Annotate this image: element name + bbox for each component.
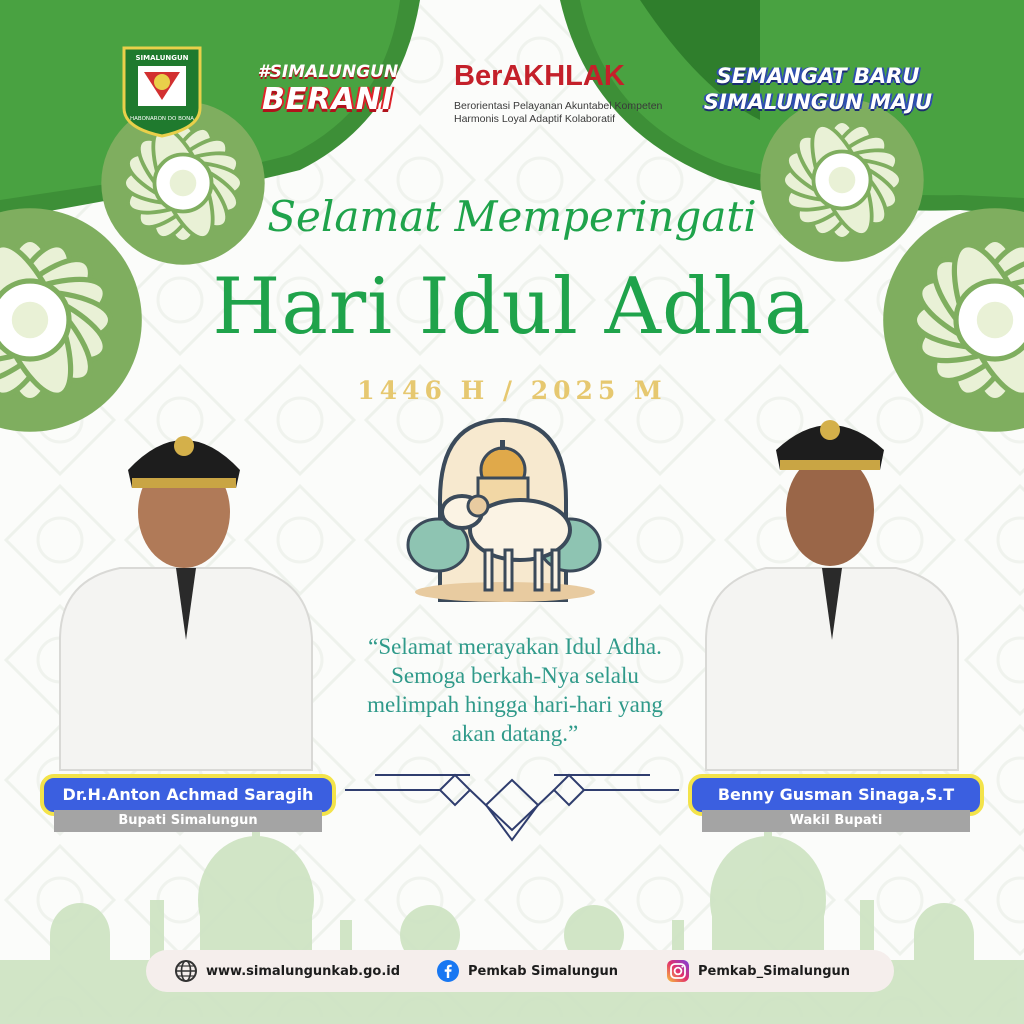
greeting-line: Selamat Memperingati [267, 192, 757, 241]
hashtag-logo [232, 60, 424, 130]
quote [330, 632, 700, 748]
regency-logo [120, 42, 204, 138]
facebook-icon [436, 959, 460, 983]
official-title-left: Bupati Simalungun [54, 810, 322, 832]
footer-website[interactable] [174, 950, 400, 992]
slogan-line-1: SEMANGAT BARU [716, 64, 920, 88]
regency-logo-top-text: SIMALUNGUN [135, 54, 189, 62]
berakhlak-title: BerAKHLAK [454, 60, 625, 92]
hashtag-line-1: #SIMALUNGUN [257, 62, 399, 82]
quote-line-4: akan datang.” [451, 721, 579, 746]
quote-line-2: Semoga berkah-Nya selalu [391, 663, 639, 688]
footer-facebook[interactable] [436, 950, 618, 992]
event-title: Hari Idul Adha [212, 262, 812, 352]
footer-website-text: www.simalungunkab.go.id [206, 963, 401, 979]
quote-line-3: melimpah hingga hari-hari yang [367, 692, 663, 717]
instagram-icon [666, 959, 690, 983]
regency-logo-motto: HABONARON DO BONA [130, 116, 194, 122]
berakhlak-subtitle-1: Berorientasi Pelayanan Akuntabel Kompeten [454, 100, 663, 112]
official-name-left: Dr.H.Anton Achmad Saragih [40, 774, 336, 816]
footer-facebook-text: Pemkab Simalungun [468, 963, 619, 979]
berakhlak-subtitle-2: Harmonis Loyal Adaptif Kolaboratif [454, 113, 616, 125]
berakhlak-logo [452, 60, 682, 125]
official-name-right: Benny Gusman Sinaga,S.T [688, 774, 984, 816]
footer-instagram-text: Pemkab_Simalungun [698, 963, 851, 979]
footer-bar [146, 950, 894, 992]
quote-line-1: “Selamat merayakan Idul Adha. [368, 634, 662, 659]
slogan-logo [700, 60, 936, 126]
event-date: 1446 H / 2025 M [357, 376, 667, 405]
footer-instagram[interactable] [666, 950, 850, 992]
globe-icon [174, 959, 198, 983]
official-title-right: Wakil Bupati [702, 810, 970, 832]
hashtag-line-2: BERANI [262, 82, 394, 117]
slogan-line-2: SIMALUNGUN MAJU [703, 90, 933, 114]
